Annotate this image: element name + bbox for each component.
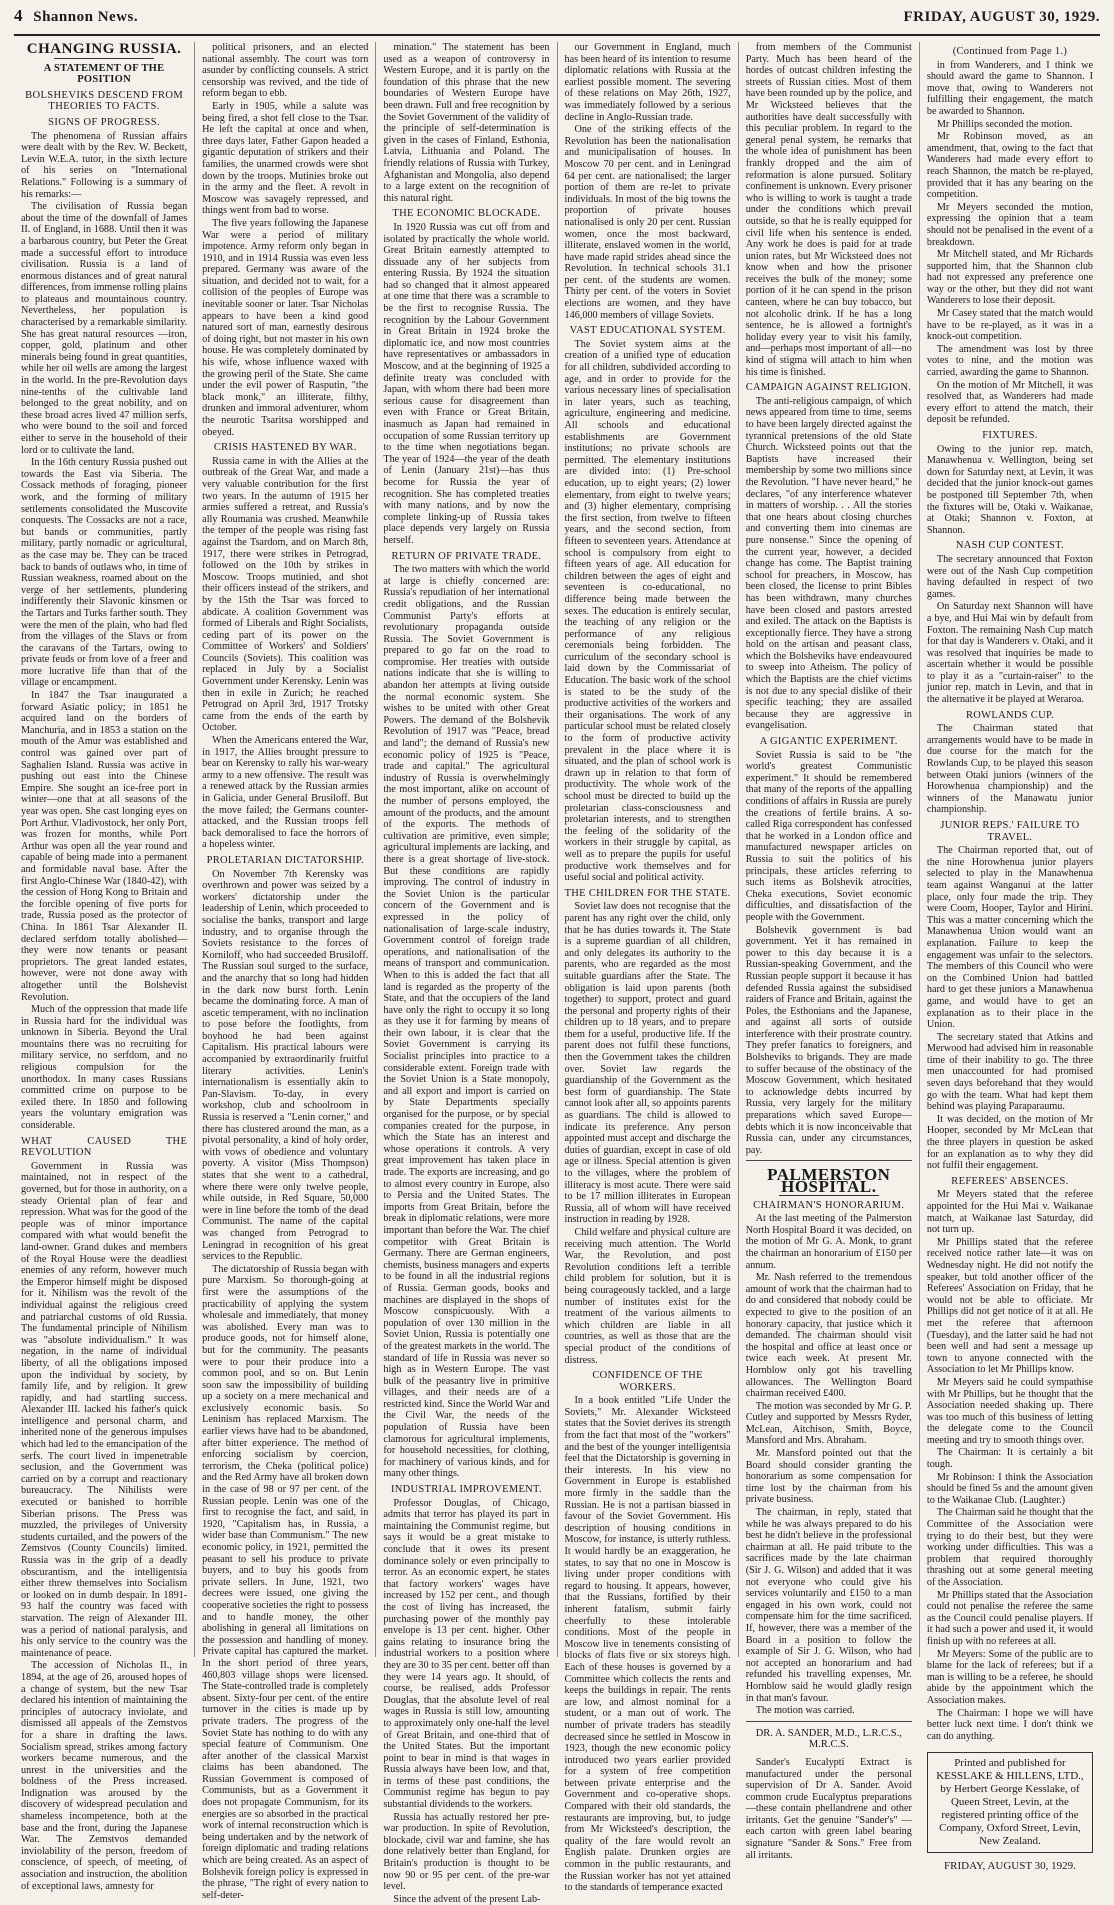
paragraph: The Chairman stated that arrangements would have to be made in due course for the match for the Rowlands Cup, to be played this season between Otaki juniors (winners of the Horowhenua championship) and the winners of the Manawatu junior championship. <box>926 723 1094 816</box>
section-heading: JUNIOR REPS.' FAILURE TO TRAVEL. <box>940 820 1080 843</box>
paragraph: Mr Meyers: Some of the public are to blame for the lack of referees; but if a man is willing to be a referee, he should abide by the appointment which the Association makes. <box>926 1648 1094 1706</box>
paragraph: Mr Meyers seconded the motion, expressing the opinion that a team should not be penalised in the event of a breakdown. <box>926 201 1094 248</box>
section-heading: FIXTURES. <box>982 430 1038 441</box>
paragraph: Mr Phillips stated that the referee received notice rather late—it was on Wednesday night. He did not notify the speaker, but told another officer of the Referees' Association on Friday, that he would not be able to officiate. Mr Phillips did not get notice of it at all. He met the referee that afternoon (Tuesday), and the latter said he had not been well and had sent a message up town to anyone connected with the Association to let Mr Phillips know. <box>926 1236 1094 1376</box>
article-headline: PALMERSTON HOSPITAL. <box>767 1165 891 1196</box>
paragraph: Mr Meyers stated that the referee appointed for the Hui Mai v. Waikanae match, at Waikanae last Saturday, did not turn up. <box>926 1189 1094 1236</box>
advertisement-signature: DR. A. SANDER, M.D., L.R.C.S., M.R.C.S. <box>755 1727 902 1751</box>
paragraph: Mr. Mansford pointed out that the Board should consider granting the honorarium as some compensation for time lost by the chairman from his private business. <box>745 1448 912 1506</box>
section-heading: WHAT CAUSED THE REVOLUTION <box>21 1135 188 1159</box>
paragraph: The two matters with which the world at large is chiefly concerned are: Russia's repudiation of her international credit obligations, and the Russian Communist Party's efforts at revolutionary propaganda outside Russia. The Soviet Government is prepared to go far on the road to compromise. Her treaties with outside nations indicate that she is willing to abandon her attempts at living outside the normal economic system. She wishes to be united with other Great Powers. The demand of the Bolshevik Revolution of 1917 was "Peace, bread and land"; the demand of Russia's new economic policy of 1925 is "Peace, trade and capital." The agricultural industry of Russia is overwhelmingly the most important, alike on account of the number of persons employed, the amount of the products, and the amount of the exports. The methods of cultivation are primitive, even simple; agricultural implements are lacking, and there is a great shortage of live-stock. But these conditions are rapidly improving. The control of industry in the Soviet Union is the particular concern of the Government and is expressed in the policy of nationalisation of large-scale industry, Government control of foreign trade operations, and nationalisation of the means of transport and communication. When to this is added the fact that all land is regarded as the property of the State, and that the occupiers of the land have only the right to occupy it so long as they use it for farming by means of their own labour, it is clear that the Soviet Government is carrying its Socialist principles into practice to a considerable extent. Foreign trade with the Soviet Union is a State monopoly, and all export and import is carried on by State Departments specially organised for the purpose, or by special companies created for the purpose, in which the State has an interest and whose operations it controls. A very great improvement has taken place in trade. The exports are increasing, and go to almost every country in Europe, also to Persia and the United States. The imports from Great Britain, before the break in diplomatic relations, were more important than before the War. The chief competitor with Great Britain is Germany. There are German engineers, chemists, business managers and experts to be found in all the industrial regions of Russia. German goods, books and machines are displayed in the shops of Moscow conspicuously. With a population of over 130 million in the Soviet Union, Russia is potentially one of the greatest markets in the world. The standard of life in Russia was never so high as in Western Europe. The vast bulk of the peasantry live in primitive villages, and their needs are of a restricted kind. Since the World War and the Civil War, the needs of the population of Russia have been clamorous for agricultural implements, for household necessities, for clothing, for machinery of various kinds, and for many other things. <box>383 564 550 1480</box>
paragraph: Russia came in with the Allies at the outbreak of the Great War, and made a very valuable contribution for the first two years. In the autumn of 1915 her armies suffered a retreat, and Russia's ally Roumania was crushed. Meanwhile the temper of the people was rising fast against the Tsardom, and on March 8th, 1917, there were strikes in Petrograd, followed on the 10th by strikes in Moscow. Troops mutinied, and shot their officers instead of the strikers, and by the 15th the Tsar was forced to abdicate. A coalition Government was formed of Liberals and Right Socialists, ceding part of its power on the Committee of Workers' and Soldiers' Councils (Soviets). This coalition was replaced in July by a Socialist Government under Kerensky. Lenin was then in exile in Zurich; he reached Petrograd on April 3rd, 1917 Trotsky came from the ends of the earth by October. <box>202 455 369 734</box>
paragraph: On November 7th Kerensky was overthrown and power was seized by a workers' dictatorship under the leadership of Lenin, which proceeded to socialise the banks, transport and large industry, and to organise through the Soviets resistance to the forces of Korniloff, who had succeeded Brusiloff. The Russian soul surged to the surface, and the anarchy that so long had hidden in the dark now burst forth. Lenin became the dominating force. A man of ascetic temperament, with no inclination to pose before the footlights, from boyhood he had been against Capitalism. His practical labours were accompanied by extraordinarily fruitful literary activities. Lenin's internationalism is essentially akin to Pan-Slavism. To-day, in every workshop, club and schoolroom in Russia is reserved a "Lenin corner," and there has clustered around the man, as a pivotal personality, a kind of holy order, with vows of obedience and voluntary poverty. A visitor (Miss Thompson) states that she went to a cathedral, where there were only twelve people, while outside, in Red Square, 50,000 were in line before the tomb of the dead Communist. The name of the capital was changed from Petrograd to Leningrad in recognition of his great services to the Republic. <box>202 868 369 1263</box>
column-4 <box>558 42 739 1894</box>
column-5 <box>739 42 920 1861</box>
paragraph: Mr Phillips seconded the motion. <box>936 118 1073 130</box>
paragraph: Professor Douglas, of Chicago, admits that terror has played its part in maintaining the Communist regime, but says it would be a great mistake to conclude that it owes its present dominance solely or even principally to terror. As an economic expert, he states that factory workers' wages have increased by 152 per cent., and though the cost of living has increased, the purchasing power of the monthly pay envelope is 13 per cent. higher. Other gains relating to insurance bring the industrial workers to a position where they are 30 to 35 per cent. better off than they were 14 years ago. It should, of course, be realised, adds Professor Douglas, that the absolute level of real wages in Russia is still low, amounting to approximately only one-half the level of Great Britain, and one-third that of the United States. But the important point to bear in mind is that wages in Russia always have been low, and that, in terms of these past conditions, the Communist regime has begun to pay substantial dividends to the workers. <box>383 1497 550 1811</box>
paragraph: The Chairman: It is certainly a bit tough. <box>926 1447 1094 1471</box>
divider <box>746 1160 912 1161</box>
paragraph: On the motion of Mr Mitchell, it was resolved that, as Wanderers had made every effort to attend the match, their deposit be refunded. <box>926 379 1094 426</box>
paragraph: When the Americans entered the War, in 1917, the Allies brought pressure to bear on Kerensky to rally his war-weary army to a new offensive. The result was a renewed attack by the Russian armies in Galicia, under General Brusiloff. But the move failed; the Germans counter-attacked, and the Russian troops fell back demoralised to face the horrors of a hopeless winter. <box>202 735 369 851</box>
paragraph: The phenomena of Russian affairs were dealt with by the Rev. W. Beckett, Levin W.E.A. tutor, in the sixth lecture of his series on "International Relations." Following is a summary of his remarks:— <box>21 130 188 200</box>
page-number: 4 <box>14 6 23 25</box>
paragraph: Much of the oppression that made life in Russia hard for the individual was unknown in Siberia. Beyond the Ural mountains there was no recruiting for military service, no serfdom, and no religious compulsion for the unorthodox. In many cases Russians committed crime on purpose to be exiled there. In 1850 and following years the voluntary emigration was considerable. <box>21 1004 188 1132</box>
paragraph: Early in 1905, while a salute was being fired, a shot fell close to the Tsar. He left the capital at once and when, three days later, Father Gapon headed a gigantic deputation of strikers and their families, the unarmed crowds were shot down by the troops. Mutinies broke out in the army and the fleet. A revolt in Moscow was savagely repressed, and things went from bad to worse. <box>202 100 369 217</box>
paragraph: in from Wanderers, and I think we should award the game to Shannon. I move that, owing to Wanderers not fulfilling their engagement, the match be awarded to Shannon. <box>926 59 1094 117</box>
paragraph: The anti-religious campaign, of which news appeared from time to time, seems to have been largely directed against the tyrannical pretensions of the old State Church. Wicksteed points out that the Baptists have increased their membership by some two millions since the Revolution. "I have never heard," he declares, "of any interference whatever in matters of worship. . . All the stories that one hears about closing churches and converting them into cinemas are pure nonsense." Since the opening of the current year, however, a decided change has come. The Baptist training school for preachers, in Moscow, has been closed, the license to print Bibles has been withdrawn, many churches have been closed and pastors arrested and exiled. The attack on the Baptists is exceptionally fierce. They have a strong hold on the artisan and peasant class, which the Bolsheviks have endeavoured to sweep into Atheism. The policy of which the Baptists are the chief victims is not due to any special dislike of their specific teaching; they are assailed because they are aggressive in evangelisation. <box>745 395 912 732</box>
paragraph: The dictatorship of Russia began with pure Marxism. So thorough-going at first were the assumptions of the practicability of applying the system wholesale and immediately, that money was abolished. Every man was to produce goods, not for himself alone, but for the community. The peasants were to pour their produce into a common pool, and so on. But Lenin soon saw the impossibility of building up a society on a mere mechanical and exclusively economic basis. So Leninism has replaced Marxism. The earlier views have had to be abandoned, after bitter experience. The method of enforcing socialism by coercion, terrorism, the Cheka (political police) and the Red Army have all broken down in the case of 98 or 97 per cent. of the Russian people. Lenin was one of the first to recognise the fact, and said, in 1920, "Capitalism has, in Russia, a wider base than Communism." The new economic policy, in 1921, permitted the peasant to sell his produce to private buyers, and to buy his goods from private sellers. In June, 1921, two decrees were issued, one giving the cooperative societies the right to possess and to handle money, the other abolishing in general all limitations on the possession and handling of money. Private capital has captured the market. In the short period of three years, 460,803 village shops were licensed. The State-controlled trade is completely absent. Sixty-four per cent. of the entire turnover in the cities is made up by private traders. The progress of the Soviet State has nothing to do with any special feature of Communism. One after another of the classical Marxist claims has been abandoned. The Russian Government is composed of Communists, but as a Government it does not propagate Communism, for its energies are so absorbed in the practical work of internal reconstruction which is being undertaken and by the network of foreign diplomatic and trading relations which are being created. As an aspect of Bolshevik foreign policy is expressed in the phrase, "The right of every nation to self-deter- <box>202 1263 369 1901</box>
printer-imprint: Printed and published for KESSLAKE & HILLENS, LTD., by Herbert George Kesslake, of Queen Street, Levin, at the registered printing office of the Company, Oxford Street, Levin, New Zealand. <box>927 1752 1093 1853</box>
paragraph: The secretary stated that Atkins and Merwood had advised him in reasonable time of their inability to go. The three men unaccounted for had promised seven days beforehand that they would go with the team. What had kept them behind was playing Paraparaumu. <box>926 1031 1094 1113</box>
paragraph: The five years following the Japanese War were a period of military impotence. Army reform only began in 1910, and in 1914 Russia was even less prepared. Germany was aware of the situation, and decided not to wait, for a collision of the peoples of Europe was inevitable sooner or later. Tsar Nicholas appears to have been a kind good natured sort of man, earnestly desirous of doing right, but not master in his own house. He was completely dominated by his wife, whose influence waxed with the growing peril of the State. She came under the evil power of Rasputin, "the black monk," an illiterate, filthy, drunken and immoral adventurer, whom the neurotic Tsaritsa worshipped and obeyed. <box>202 217 369 438</box>
paragraph: The motion was carried. <box>755 1705 855 1717</box>
paragraph: Russia has actually restored her pre-war production. In spite of Revolution, blockade, civil war and famine, she has done relatively better than England, for Britain's production is thought to be now 90 or 95 per cent. of the pre-war level. <box>383 1811 550 1893</box>
paragraph: At the last meeting of the Palmerston North Hospital Board it was decided, on the motion of Mr G. A. Monk, to grant the chairman an honorarium of £150 per annum. <box>745 1213 912 1271</box>
masthead <box>14 6 1100 36</box>
column-1 <box>14 41 195 1892</box>
paragraph: The Soviet system aims at the creation of a unified type of education for all children, subdivided according to age, and in order to provide for the various necessary lines of specialisation in later years, such as teaching, agriculture, engineering and medicine. All schools and educational establishments are Government institutions; no private schools are permitted. The elementary institutions are divided into: (1) Pre-school education, up to eight years; (2) lower elementary, from eight to twelve years; and (3) higher elementary, comprising the first section, from twelve to fifteen years, and the second section, from fifteen to seventeen years. Attendance at school is compulsory from eight to fifteen years of age. All education for children between the ages of eight and seventeen is co-educational, no difference being made between the sexes. The education is entirely secular, the teaching of any religion or the performance of any religious ceremonials being forbidden. The curriculum of the secondary school is laid down by the Commissariat of Education. The basic work of the school is stated to be the study of the productive activities of the workers and their organisations. The work of any particular school must be related closely to the form of productive activity prevalent in the place where it is situated, and the plan of school work is drawn up in relation to that form of productivity. The whole work of the school must be directed to build up the proletarian class-consciousness and proletarian interests, and to strengthen the feeling of the solidarity of the workers in their struggle by capital, as well as to prepare the pupils for useful productive work themselves and for useful social and political activity. <box>564 338 731 884</box>
issue-date: FRIDAY, AUGUST 30, 1929. <box>903 9 1100 25</box>
paragraph: The secretary announced that Foxton were out of the Nash Cup competition having defaulted in respect of two games. <box>926 553 1094 600</box>
footer-date: FRIDAY, AUGUST 30, 1929. <box>944 1860 1076 1873</box>
section-heading: NASH CUP CONTEST. <box>955 540 1064 552</box>
paragraph: Mr Phillips stated that the Association could not penalise the referee the same as the Council could penalise players. If it had such a power and used it, it would finish up with no referees at all. <box>926 1589 1094 1647</box>
paragraph: Soviet Russia is said to be "the world's greatest Communistic experiment." It should be remembered that many of the reports of the appalling conditions of affairs in Russia are purely the creations of fertile brains. A so-called Riga correspondent has confessed that he worked in a London office and manufactured newspaper articles on Russia to suit the politics of his principals, these articles referring to such items as Bolshevik atrocities, Cheka executions, Soviet economic difficulties, and dissatisfaction of the people with the Government. <box>745 749 912 923</box>
paragraph: The amendment was lost by three votes to nine, and the motion was carried, awarding the game to Shannon. <box>926 343 1094 379</box>
section-heading: RETURN OF PRIVATE TRADE. <box>391 550 542 562</box>
column-6 <box>920 42 1100 1873</box>
continued-note: (Continued from Page 1.) <box>952 46 1068 57</box>
section-heading: PROLETARIAN DICTATORSHIP. <box>206 854 364 866</box>
paragraph: The chairman, in reply, stated that while he was always prepared to do his best he didn't believe in the professional chairman at all. He paid tribute to the sacrifices made by the late chairman (Sir J. G. Wilson) and added that it was not everyone who could give his services voluntarily and £150 to a man engaged in his own work, could not compensate him for the time sacrificed. If, however, there was a member of the Board in a position to follow the example of Sir J. G. Wilson, who had not accepted an honorarium and had refunded his travelling expenses, Mr. Hornblow said he would gladly resign in that man's favour. <box>745 1507 912 1704</box>
paragraph: The accession of Nicholas II., in 1894, at the age of 26, aroused hopes of a change of system, but the new Tsar declared his intention of maintaining the principles of autocracy inviolate, and dismissed all appeals of the Zemstvos for a share in drafting the laws. Socialism spread, strikes among factory workers became numerous, and the unrest in the universities and the boldness of the Press increased. Indignation was aroused by the discovery of widespread peculation and shameless incompetence, both at the base and the front, during the Japanese War. The Zemstvos demanded inviolability of the person, freedom of conscience, of speech, of meeting, of association and instruction, the abolition of exceptional laws, amnesty for <box>21 1660 188 1892</box>
paragraph: from members of the Communist Party. Much has been heard of the hordes of outcast children infesting the streets of Russian cities. Most of them have been rounded up by the police, and Mr Wicksteed believes that the authorities have dealt successfully with this peculiar problem. In regard to the general penal system, he remarks that the whole idea of punishment has been frankly dropped and the aim of reformation is alone pursued. Solitary confinement is unknown. Every prisoner who is willing to work is taught a trade under the conditions which prevail outside, so that he is really equipped for civil life when his sentence is ended. Any work he does is paid for at trade union rates, but Mr Wicksteed does not know when and how the prisoner receives the bulk of the money; some portion of it he can spend in the prison canteen, where he can buy tobacco, but not alcoholic drink. If he has a long sentence, he is allowed a fortnight's holiday every year to visit his family, and—perhaps most important of all—no kind of stigma will attach to him when his time is finished. <box>745 42 912 378</box>
paragraph: In the 16th century Russia pushed out towards the East via Siberia. The Cossack methods of foraging, pioneer work, and the forming of military settlements consolidated the Muscovite conquests. The Cossacks are not a race, but bands or communities, partly military, partly nomadic or agricultural, as the case may be. They can be traced back to bands of outlaws who, in time of Russian weakness, roamed about on the verge of her settlements, plundering indifferently their Slavonic kinsmen or the Tartars and Turks farther south. They were the men of the plain, who had fled from the villages of the Slavs or from the caravans of the Tartars, owing to private feuds or from love of a freer and more lucrative life than that of the village or encampment. <box>21 457 188 689</box>
paragraph: Mr Robinson moved, as an amendment, that, owing to the fact that Wanderers had made every effort to reach Shannon, the match be re-played, provided that it has any bearing on the competition. <box>926 131 1094 201</box>
paragraph: Soviet law does not recognise that the parent has any right over the child, only that he has duties towards it. The State is a supreme guardian of all children, and only delegates its authority to the parents, who are regarded as the most suitable guardians after the State. The obligation is laid upon parents (both together) to support, protect and guard the personal and property rights of their children up to 18 years, and to prepare them for a useful, productive life. If the parent does not fulfil these functions, then the Government takes the children over. Soviet law regards the guardianship of the Government as the best form of guardianship. The State cannot look after all, so appoints parents as guardians. The child is allowed to indicate its preference. Any person appointed must accept and discharge the duties of guardian, except in case of old age or illness. Special attention is given to the villages, where the problem of illiteracy is most acute. There were said to be 17 million illiterates in European Russia, all of whom will have received instruction in reading by 1928. <box>564 901 731 1226</box>
article-subhead: CHAIRMAN'S HONORARIUM. <box>753 1199 905 1211</box>
section-heading: A GIGANTIC EXPERIMENT. <box>759 736 898 748</box>
paragraph: Mr Casey stated that the match would have to be re-played, as it was in a knock-out competition. <box>926 308 1094 343</box>
columns <box>14 41 1100 1905</box>
section-heading: THE CHILDREN FOR THE STATE. <box>564 887 731 899</box>
paragraph: The Chairman reported that, out of the nine Horowhenua junior players selected to play in the Manawhenua team against Wanganui at the latter place, only four made the trip. They were Coom, Hooper, Taylor and Hirini. This was a matter concerning which the Manawhenua Union would want an explanation. Failure to keep the engagement was unfair to the selectors. The members of this Council who were on the Combined Union had battled hard to get these juniors a Manawhenua game, and would have to get an explanation as to their place in the Union. <box>926 845 1094 1031</box>
paragraph: It was decided, on the motion of Mr Hooper, seconded by Mr McLean that the three players in question be asked for an explanation as to why they did not fulfil their engagement. <box>926 1113 1094 1172</box>
paragraph: On Saturday next Shannon will have a bye, and Hui Mai win by default from Foxton. The remaining Nash Cup match for that day is Wanderers v. Otaki, and it was resolved that inquiries be made to ascertain whether it would be possible to play it as a "curtain-raiser" to the junior rep. match in Levin, and that in the alternative it be played at Weraroa. <box>926 601 1094 706</box>
section-heading: ROWLANDS CUP. <box>965 709 1054 721</box>
paragraph: Government in Russia was maintained, not in respect of the governed, but for those in authority, on a steady Oriental plan of fear and repression. What was for the good of the people was of minor importance compared with what would benefit the land-owner. Grand dukes and members of the Royal House were the deadliest enemies of any reform, however much the Emperor himself might be disposed for it. Nihilism was the revolt of the individual against the religious creed and patriarchal customs of old Russia. The fundamental principle of Nihilism was "absolute individualism." It was negation, in the name of individual liberty, of all the obligations imposed upon the individual by society, by family life, and by religion. It grew rapidly, and had startling success. Alexander III. lacked his father's quick intelligence and personal charm, and inherited none of the generous impulses which had led to the emancipation of the serfs. The court lived in impenetrable seclusion, and the Government was carried on by a corrupt and reactionary bureaucracy. The Nihilists were executed or banished to horrible Siberian prisons. The Press was muzzled, the privileges of University students curtailed, and the powers of the Zemstvos (County Councils) limited. Russia was in the grip of a deadly obscurantism, and the intelligentsia either threw themselves into Socialism or looked on in dumb despair. In 1891-93 half the country was faced with starvation. The reign of Alexander III. was a period of national paralysis, and his only service to the country was the maintenance of peace. <box>21 1160 188 1659</box>
paragraph: In 1847 the Tsar inaugurated a forward Asiatic policy; in 1851 he acquired land on the borders of Manchuria, and in 1853 a station on the mouth of the Amur was established and control was gained over part of Saghalien Island. Russia was active in pushing out east into the Chinese Empire. She sought an ice-free port in winter—one that at all seasons of the year was open. She cast longing eyes on Port Arthur. Vladivostock, her only Port, was frozen for months, while Port Arthur was open all the year round and capable of being made into a permanent and formidable naval base. After the first Anglo-Chinese War (1840-42), with the cession of Hong Kong to Britain and the forcible opening of five ports for trade, Russia posed as the protector of China. In 1861 Tsar Alexander II. declared serfdom totally abolished—they were now tenants or peasant proprietors. The great landed estates, however, were not done away with altogether until the Bolshevist Revolution. <box>21 690 188 1003</box>
section-heading: CONFIDENCE OF THE WORKERS. <box>592 1370 703 1393</box>
column-3 <box>376 42 557 1905</box>
paragraph: The Chairman: I hope we will have better luck next time. I don't think we can do anything. <box>926 1707 1094 1742</box>
paragraph: political prisoners, and an elected national assembly. The court was torn asunder by conflicting counsels. A strict censorship was revived, and the tide of reform began to ebb. <box>202 42 369 100</box>
paragraph: Owing to the junior rep. match, Manawhenua v. Wellington, being set down for Saturday next, at Levin, it was decided that the junior knock-out games be postponed till September 7th, when the fixtures will be, Otaki v. Waikanae, at Otaki; Shannon v. Foxton, at Shannon. <box>926 443 1094 536</box>
paragraph: Since the advent of the present Lab- <box>393 1893 541 1905</box>
subhead-2: BOLSHEVIKS DESCEND FROM THEORIES TO FACTS. <box>25 89 184 113</box>
subhead-3: SIGNS OF PROGRESS. <box>48 116 161 128</box>
paragraph: One of the striking effects of the Revolution has been the nationalisation and municipalisation of houses. In Moscow 70 per cent. and in Leningrad 64 per cent. are nationalised; the larger portion of them are re-let to private individuals. In most of the big towns the proportion of private houses nationalised is only 20 per cent. Russian women, once the most backward, illiterate, enslaved women in the world, have made rapid strides ahead since the Revolution. In technical schools 31.1 per cent. of the students are women. Thirty per cent. of the voters in Soviet elections are women, and they have 146,000 members of village Soviets. <box>564 124 731 321</box>
paragraph: our Government in England, much has been heard of its intention to resume diplomatic relations with Russia at the earliest possible moment. The severing of these relations on May 26th, 1927, was immediately followed by a serious decline in Anglo-Russian trade. <box>564 42 731 123</box>
paragraph: The civilisation of Russia began about the time of the downfall of James II. of England, in 1688. Until then it was a barbarous country, but Peter the Great made a successful effort to introduce civilisation. Russia is a land of enormous distances and of great natural differences, from immense rolling plains to plateaus and mountainous country. Nevertheless, her population is characterised by a remarkable similarity. She has great natural resources —iron, copper, gold, platinum and other minerals being found in great quantities, while her oil wells are among the largest in the world. In the pre-Revolution days nine-tenths of the cultivable land belonged to the great nobility, and on these broad acres lived 47 million serfs, who were bound to the soil and forced either to serve in the household of their lord or to cultivate the land. <box>21 201 188 456</box>
paragraph: In a book entitled "Life Under the Soviets," Mr. Alexander Wicksteed states that the Soviet derives its strength from the fact that most of the "workers" and the best of the younger intelligentsia feel that the Dictatorship is governing in their interests. In his view no Government in Europe is established more firmly in the saddle than the Russian. He is not a partisan biassed in favour of the Soviet Government. His description of housing conditions in Moscow, for instance, is utterly ruthless. It would hardly be an exaggeration, he states, to say that no one in Moscow is living under proper conditions with regard to housing. It appears, however, that the Russians, fortified by their inherent fatalism, submit fairly cheerfully to these intolerable conditions. Most of the people in Moscow live in tenements consisting of blocks of flats five or six storeys high. Each of these houses is governed by a Committee which collects the rents and keeps the buildings in repair. The rents are low, and almost nominal for a student, or a man out of work. The number of private traders has steadily decreased since he settled in Moscow in 1923, though the new economic policy introduced two years earlier provided for a system of free competition between private enterprise and the Government and co-operative shops. Compared with their old standards, the restaurants are improving, but, to judge from Mr Wicksteed's description, the quality of the fare would revolt an English palate. Drunken orgies are common in the public restaurants, and the Russian worker has not yet attained to the standards of temperance exacted <box>564 1395 731 1894</box>
paragraph: The Chairman said he thought that the Committee of the Association were trying to do their best, but they were working under difficulties. This was a problem that required thoroughly thrashing out at some general meeting of the Association. <box>926 1507 1094 1588</box>
headline-rule <box>54 58 154 59</box>
paragraph: Mr. Nash referred to the tremendous amount of work that the chairman had to do and considered that nobody could be expected to give to the position of an honorary capacity, that justice which it demanded. The chairman should visit the hospital and office at least once or twice each week. At present Mr. Hornblow only got his travelling allowances. The Wellington Board chairman received £400. <box>745 1272 912 1400</box>
newspaper-title: Shannon News. <box>33 9 139 25</box>
section-heading: INDUSTRIAL IMPROVEMENT. <box>390 1484 542 1496</box>
section-heading: CAMPAIGN AGAINST RELIGION. <box>745 382 912 394</box>
headline: CHANGING RUSSIA. <box>26 41 182 57</box>
paragraph: mination." The statement has been used as a weapon of controversy in Western Europe, and it is partly on the foundation of this phrase that the new boundaries of Western Europe have been drawn. Full and free recognition by the Soviet Government of the validity of the principle of self-determination is given in the cases of Finland, Esthonia, Latvia, Lithuania and Poland. The friendly relations of Russia with Turkey, Afghanistan and Mongolia, also depend to a large extent on the recognition of this natural right. <box>383 42 550 204</box>
divider <box>746 1721 912 1722</box>
paragraph: In 1920 Russia was cut off from and isolated by practically the whole world. Great Britain earnestly attempted to dissuade any of her subjects from entering Russia. By 1924 the situation had so changed that it almost appeared at one time that there was a scramble to be the first to recognise Russia. The recognition by the Labour Government in Great Britain in 1924 broke the diplomatic ice, and now most countries have representatives or ambassadors in Moscow, and at the beginning of 1925 a definite treaty was concluded with Japan, with whom there had been more serious cause for disagreement than even with France or Great Britain, inasmuch as Japan had remained in occupation of some Russian territory up to the time when negotiations began. The year of 1924—the year of the death of Lenin (January 21st)—has thus become for Russia the year of recognition. She has completed treaties with many nations, and by now the complete linking-up of Russia takes place depends very largely on Russia herself. <box>383 221 550 546</box>
section-heading: THE ECONOMIC BLOCKADE. <box>392 208 541 220</box>
column-2 <box>195 42 376 1901</box>
section-heading: VAST EDUCATIONAL SYSTEM. <box>569 325 726 337</box>
advertisement-text: Sander's Eucalypti Extract is manufactured under the personal supervision of Dr A. Sander. Avoid common crude Eucalyptus preparations—these contain phellandrene and other irritants. Get the genuine "Sander's" —each carton with green label bearing signature "Sander & Sons." Free from all irritants. <box>745 1756 912 1861</box>
section-heading: CRISIS HASTENED BY WAR. <box>213 442 357 454</box>
paragraph: Bolshevik government is bad government. Yet it has remained in power to this day because it is a Russian-speaking Government, and the Russian people support it because it has defended Russia against the subsidised raiders of France and Britain, against the Poles, the Esthonians and the Japanese, and against all sorts of outside interference with their prostrate country. They prefer fanatics to foreigners, and Bolsheviks to brigands. They are made to suffer because of the obstinacy of the Moscow Government, which hesitated to acknowledge debts incurred by Russia, very largely for the military preparations which saved Europe—debts which it is now inconceivable that Russia can, under any circumstances, pay. <box>745 924 912 1156</box>
paragraph: Child welfare and physical culture are receiving much attention. The World War, the Revolution, and post Revolution conditions left a terrible child problem for solution, but it is being courageously tackled, and a large number of institutes exist for the treatment of the various ailments to which children are liable in all countries, as well as those that are the special product of the conditions of distress. <box>564 1226 731 1366</box>
paragraph: Mr Mitchell stated, and Mr Richards supported him, that the Shannon club had not expressed any preference one way or the other, but they did not want Wanderers to lose their deposit. <box>926 249 1094 307</box>
paragraph: Mr Robinson: I think the Association should be fined 5s and the amount given to the Waikanae Club. (Laughter.) <box>926 1471 1094 1506</box>
masthead-left <box>14 6 138 26</box>
paragraph: The motion was seconded by Mr G. P. Cutley and supported by Messrs Ryder, McLean, Aitchison, Smith, Boyce, Mansford and Mrs. Abraham. <box>745 1400 912 1447</box>
section-heading: REFEREES' ABSENCES. <box>951 1175 1069 1187</box>
subhead-1: A STATEMENT OF THE POSITION <box>43 62 165 86</box>
paragraph: Mr Meyers said he could sympathise with Mr Phillips, but he thought that the Association needed shaking up. There was too much of this business of letting the delegate come to the Council meeting and try to smooth things over. <box>926 1376 1094 1446</box>
